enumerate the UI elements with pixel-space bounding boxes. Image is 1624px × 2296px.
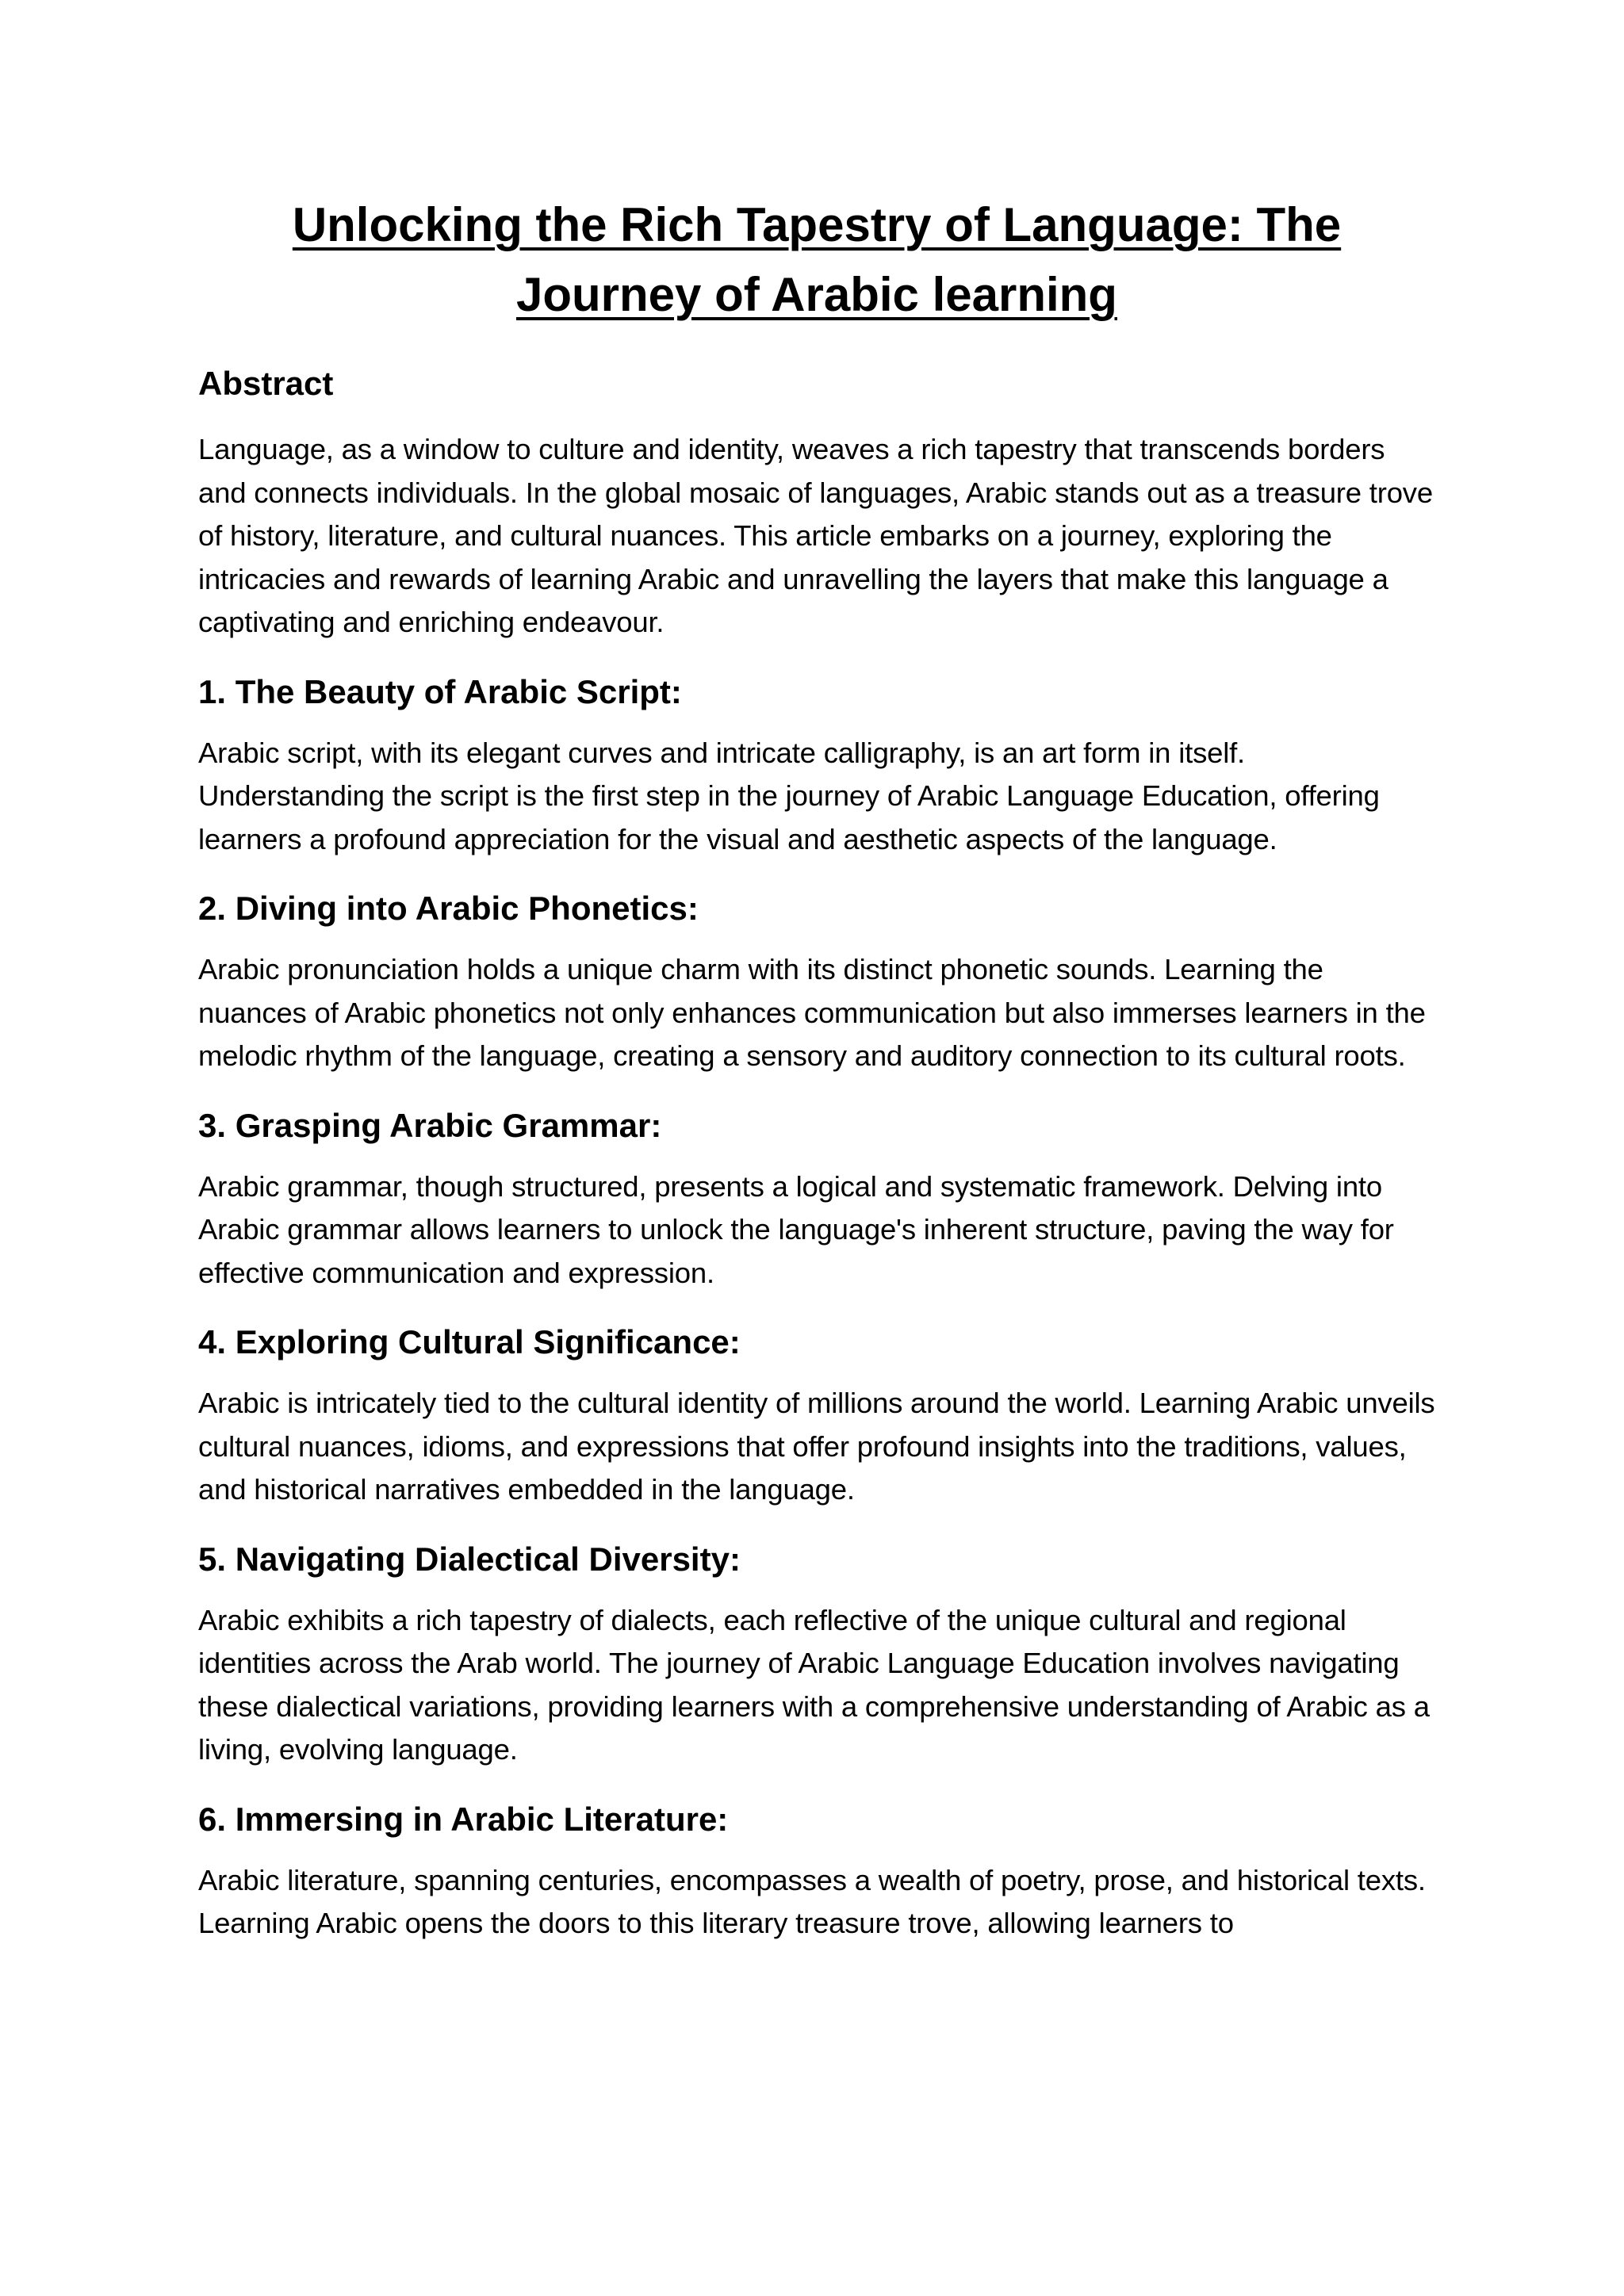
section-paragraph-4: Arabic is intricately tied to the cultural identity of millions around the world. Learning Arabic unveils cultural nuances, idioms, and expressions that offer profound insights into the traditions, values, and historical narratives embedded in the language. <box>198 1387 1435 1506</box>
section-heading-2: 2. Diving into Arabic Phonetics: <box>198 890 699 927</box>
section-heading-6: 6. Immersing in Arabic Literature: <box>198 1800 729 1838</box>
section-paragraph-2: Arabic pronunciation holds a unique charm with its distinct phonetic sounds. Learning the nuances of Arabic phonetics not only enhances communication but also immerses learners in the melodic rhythm of the language, creating a sensory and auditory connection to its cultural roots. <box>198 953 1426 1072</box>
abstract-heading: Abstract <box>198 365 334 402</box>
section-heading-5: 5. Navigating Dialectical Diversity: <box>198 1540 741 1578</box>
section-paragraph-6: Arabic literature, spanning centuries, encompasses a wealth of poetry, prose, and historical texts. Learning Arabic opens the doors to this literary treasure trove, allowing learners to <box>198 1863 1426 1939</box>
document-page <box>198 190 1435 1971</box>
section-paragraph-3: Arabic grammar, though structured, presents a logical and systematic framework. Delving into Arabic grammar allows learners to unlock the language's inherent structure, paving the way for effective communication and expression. <box>198 1169 1394 1289</box>
abstract-paragraph: Language, as a window to culture and identity, weaves a rich tapestry that transcends borders and connects individuals. In the global mosaic of languages, Arabic stands out as a treasure trove of history, literature, and cultural nuances. This article embarks on a journey, exploring the intricacies and rewards of learning Arabic and unravelling the layers that make this language a captivating and enriching endeavour. <box>198 433 1433 638</box>
section-heading-3: 3. Grasping Arabic Grammar: <box>198 1106 662 1144</box>
section-heading-1: 1. The Beauty of Arabic Script: <box>198 672 682 710</box>
page-title: Unlocking the Rich Tapestry of Language: The Journey of Arabic learning <box>292 198 1342 321</box>
section-paragraph-1: Arabic script, with its elegant curves and intricate calligraphy, is an art form in itself. Understanding the script is the first step in the journey of Arabic Language Education, offering learners a profound appreciation for the visual and aesthetic aspects of the language. <box>198 736 1380 855</box>
section-paragraph-5: Arabic exhibits a rich tapestry of dialects, each reflective of the unique cultural and regional identities across the Arab world. The journey of Arabic Language Education involves navigating these dialectical variations, providing learners with a comprehensive understanding of Arabic as a living, evolving language. <box>198 1603 1430 1766</box>
section-heading-4: 4. Exploring Cultural Significance: <box>198 1323 741 1360</box>
